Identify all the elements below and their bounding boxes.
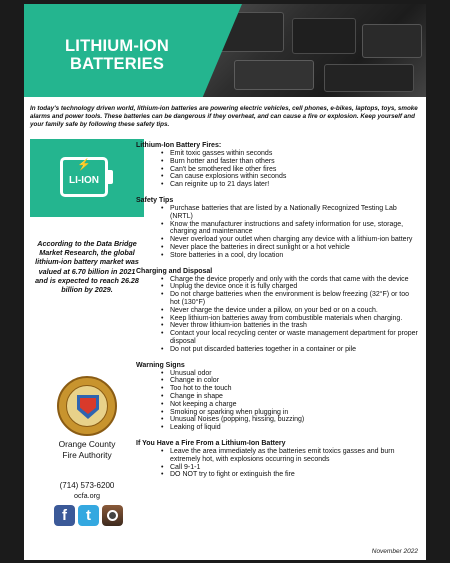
bullet-list <box>136 448 420 479</box>
bullet-list <box>136 370 420 432</box>
title-line-1: LITHIUM-ION <box>65 37 169 55</box>
list-item: • Contact your local recycling center or waste management department for proper disposal <box>170 330 420 346</box>
title-line-2: BATTERIES <box>69 55 165 73</box>
phone-number: (714) 573-6200 <box>59 481 115 490</box>
bullet-list <box>136 205 420 260</box>
list-item: • Not keeping a charge <box>170 401 420 409</box>
list-item: • Do not charge batteries when the environment is below freezing (32°F) or too hot (130°F) <box>170 291 420 307</box>
section-title: Lithium-Ion Battery Fires: <box>136 142 222 149</box>
battery-cap-icon <box>108 170 113 184</box>
section-title: Charging and Disposal <box>136 267 213 275</box>
list-item: • Purchase batteries that are listed by a Nationally Recognized Testing Lab (NRTL) <box>170 205 420 221</box>
list-item: • Smoking or sparking when plugging in <box>170 409 420 417</box>
bullet-list <box>136 150 420 189</box>
intro-text: In today's technology driven world, lithium-ion batteries are powering electric vehicles, cell phones, e-bikes, laptops, toys, smoke alarms and power tools. These batteries can be dangerous if they overheat, and can cause a fire or explosion. Keep yourself and your family safe by following these safety tips. <box>30 105 418 128</box>
org-line-1: Orange County <box>58 439 116 449</box>
list-item: • Leave the area immediately as the batteries emit toxics gasses and burn extremely hot, with explosions occurring in seconds <box>170 448 420 464</box>
main-content <box>136 141 420 486</box>
section-fires <box>136 141 420 189</box>
section-title: If You Have a Fire From a Lithium-Ion Battery <box>136 439 286 447</box>
section-title: Warning Signs <box>136 361 185 369</box>
list-item: • Change in color <box>170 377 420 385</box>
list-item: • Keep lithium-ion batteries away from combustible materials when charging. <box>170 315 420 323</box>
section-if-fire <box>136 439 420 479</box>
list-item: • Charge the device properly and only with the cords that came with the device <box>170 276 420 284</box>
list-item: • Unusual Noises (popping, hissing, buzzing) <box>170 416 420 424</box>
list-item: • Do not put discarded batteries together in a container or pile <box>170 346 420 354</box>
list-item: • Can't be smothered like other fires <box>170 166 420 174</box>
ocfa-seal-logo <box>57 376 117 436</box>
lightning-bolt-icon: ⚡ <box>77 159 91 171</box>
list-item: • Never charge the device under a pillow, on your bed or on a couch. <box>170 307 420 315</box>
list-item: • Can cause explosions within seconds <box>170 173 420 181</box>
list-item: • Change in shape <box>170 393 420 401</box>
header-banner <box>24 4 426 97</box>
bullet-list <box>136 276 420 354</box>
list-item: • Never throw lithium-ion batteries in the trash <box>170 322 420 330</box>
sidebar <box>30 139 144 547</box>
social-links <box>54 505 124 527</box>
org-line-2: Fire Authority <box>62 449 112 460</box>
facebook-icon[interactable]: f <box>54 505 75 526</box>
list-item: • Know the manufacturer instructions and safety information for use, storage, charging and maintenance <box>170 221 420 237</box>
list-item: • DO NOT try to fight or extinguish the fire <box>170 471 420 479</box>
icon-label: LI-ION <box>69 175 99 186</box>
section-warning-signs <box>136 361 420 432</box>
list-item: • Store batteries in a cool, dry location <box>170 252 420 260</box>
section-charging <box>136 267 420 354</box>
battery-icon-panel <box>30 139 144 217</box>
list-item: • Never place the batteries in direct sunlight or a hot vehicle <box>170 244 420 252</box>
list-item: • Leaking of liquid <box>170 424 420 432</box>
twitter-icon[interactable]: t <box>78 505 99 526</box>
list-item: • Unplug the device once it is fully charged <box>170 283 420 291</box>
list-item: • Never overload your outlet when charging any device with a lithium-ion battery <box>170 236 420 244</box>
market-stat: According to the Data Bridge Market Research, the global lithium-ion battery market was valued at 6.70 billion in 2021 and is expected to reach 26.28 billion by 2029. <box>35 239 139 295</box>
page-title <box>24 37 210 73</box>
list-item: • Burn hotter and faster than others <box>170 158 420 166</box>
publication-date: November 2022 <box>371 548 418 555</box>
list-item: • Emit toxic gasses within seconds <box>170 150 420 158</box>
flyer-page <box>24 4 426 560</box>
list-item: • Too hot to the touch <box>170 385 420 393</box>
list-item: • Call 9-1-1 <box>170 464 420 472</box>
list-item: • Can reignite up to 21 days later! <box>170 181 420 189</box>
list-item: • Unusual odor <box>170 370 420 378</box>
website-link[interactable]: ocfa.org <box>74 491 100 500</box>
section-safety-tips <box>136 196 420 260</box>
section-title: Safety Tips <box>136 196 174 204</box>
organization-name <box>30 439 144 460</box>
instagram-icon[interactable] <box>102 505 123 526</box>
